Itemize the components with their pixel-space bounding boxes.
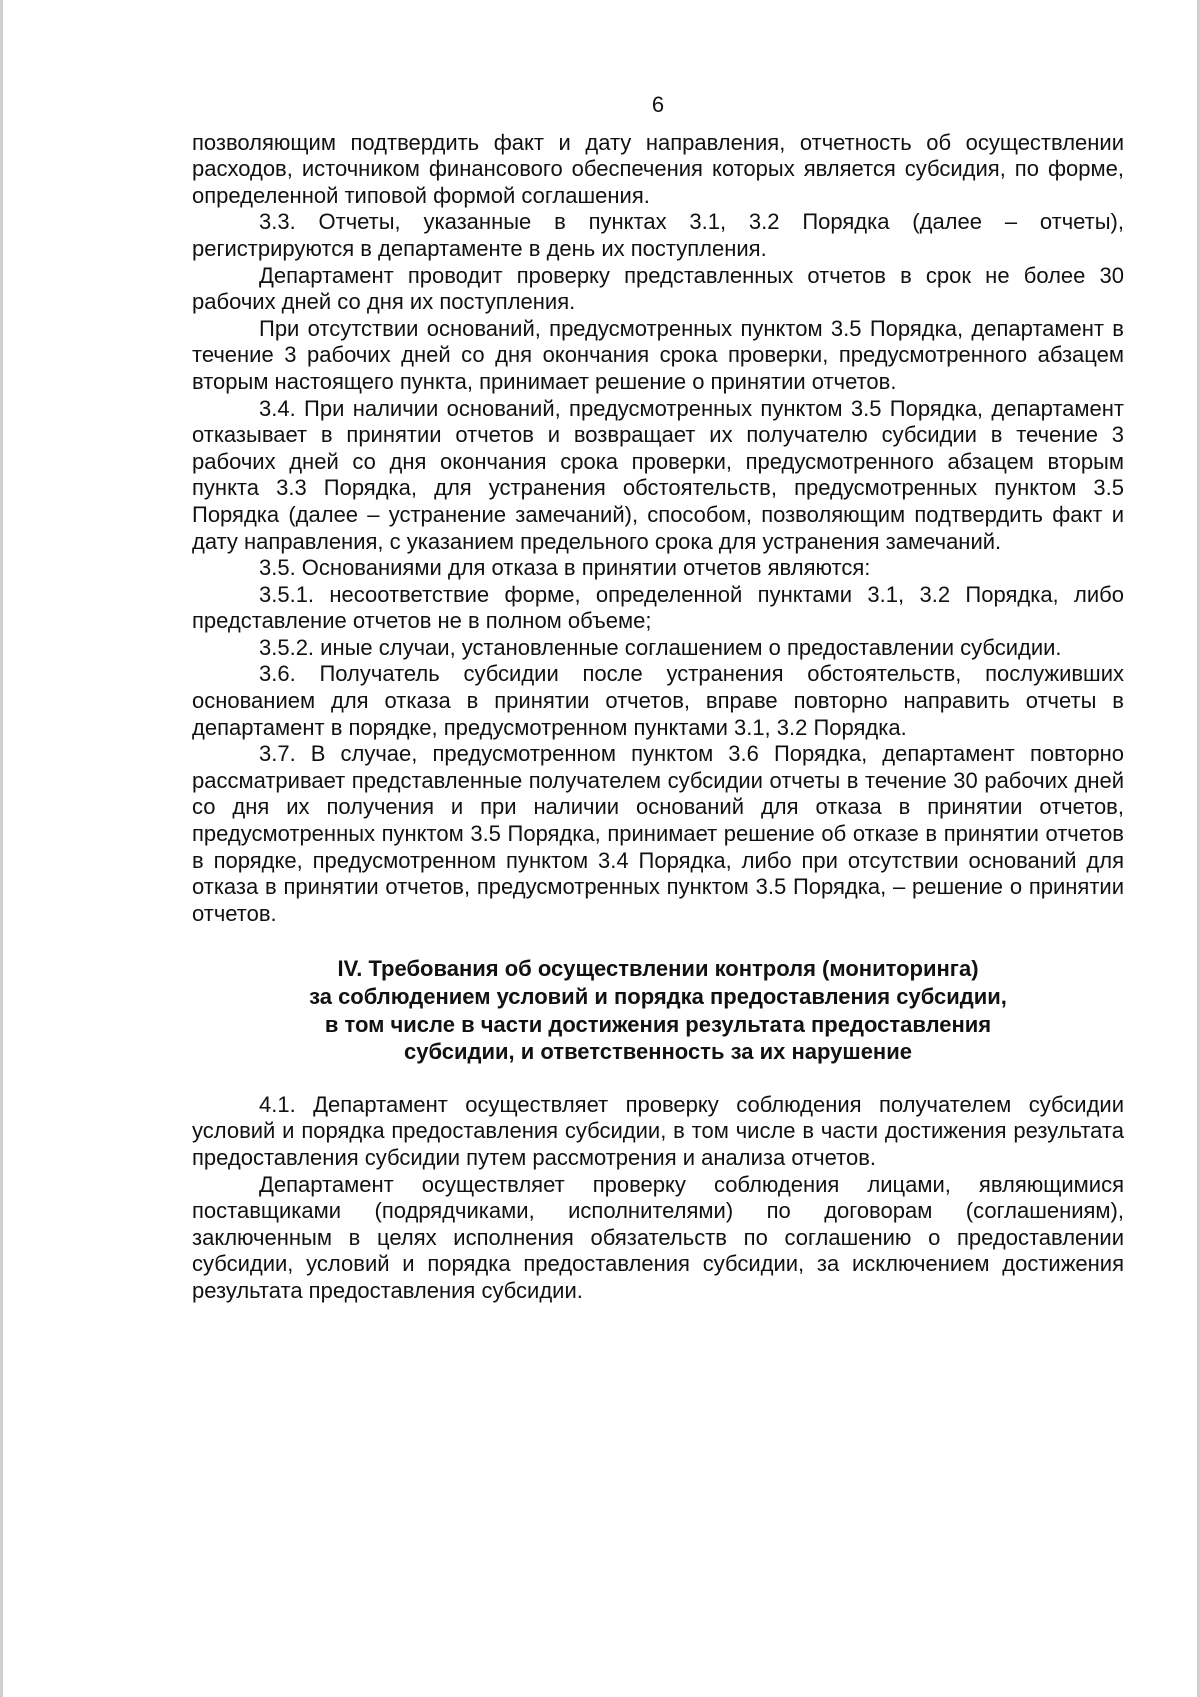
heading-line: IV. Требования об осуществлении контроля (мониторинга) (337, 956, 979, 982)
document-page (192, 92, 1124, 1305)
heading-line: в том числе в части достижения результата предоставления (324, 1011, 992, 1037)
heading-line: субсидии, и ответственность за их нарушение (404, 1039, 912, 1065)
section-4-body (192, 1092, 1124, 1305)
page-left-edge (0, 0, 3, 1697)
paragraph-3-4: 3.4. При наличии оснований, предусмотренных пунктом 3.5 Порядка, департамент отказывает в принятии отчетов и возвращает их получателю субсидии в течение 3 рабочих дней со дня окончания срока проверки, предусмотренного абзацем вторым пункта 3.3 Порядка, для устранения обстоятельств, предусмотренных пунктом 3.5 Порядка (далее – устранение замечаний), способом, позволяющим подтвердить факт и дату направления, с указанием предельного срока для устранения замечаний. (192, 395, 1124, 554)
paragraph-3-5-1: 3.5.1. несоответствие форме, определенной пунктами 3.1, 3.2 Порядка, либо представление отчетов не в полном объеме; (192, 581, 1124, 634)
section-4-heading (192, 955, 1124, 1065)
paragraph: Департамент осуществляет проверку соблюдения лицами, являющимися поставщиками (подрядчиками, исполнителями) по договорам (соглашениям), заключенным в целях исполнения обязательств по соглашению о предоставлении субсидии, условий и порядка предоставления субсидии, за исключением достижения результата предоставления субсидии. (192, 1171, 1124, 1303)
page-number: 6 (651, 92, 665, 117)
paragraph-3-5-2: 3.5.2. иные случаи, установленные соглашением о предоставлении субсидии. (259, 634, 1062, 660)
paragraph: Департамент проводит проверку представленных отчетов в срок не более 30 рабочих дней со дня их поступления. (192, 262, 1124, 315)
section-3-continuation (192, 130, 1124, 928)
paragraph-4-1: 4.1. Департамент осуществляет проверку соблюдения получателем субсидии условий и порядка предоставления субсидии, в том числе в части достижения результата предоставления субсидии путем рассмотрения и анализа отчетов. (192, 1091, 1124, 1170)
heading-line: за соблюдением условий и порядка предоставления субсидии, (309, 984, 1007, 1009)
paragraph-3-7: 3.7. В случае, предусмотренном пунктом 3.6 Порядка, департамент повторно рассматривает представленные получателем субсидии отчеты в течение 30 рабочих дней со дня их получения и при наличии оснований для отказа в принятии отчетов, предусмотренных пунктом 3.5 Порядка, принимает решение об отказе в принятии отчетов в порядке, предусмотренном пунктом 3.4 Порядка, либо при отсутствии оснований для отказа в принятии отчетов, предусмотренных пунктом 3.5 Порядка, – решение о принятии отчетов. (192, 741, 1124, 926)
paragraph: При отсутствии оснований, предусмотренных пунктом 3.5 Порядка, департамент в течение 3 рабочих дней со дня окончания срока проверки, предусмотренного абзацем вторым настоящего пункта, принимает решение о принятии отчетов. (192, 315, 1124, 394)
paragraph-3-5: 3.5. Основаниями для отказа в принятии отчетов являются: (259, 555, 871, 581)
paragraph: позволяющим подтвердить факт и дату направления, отчетность об осуществлении расходов, источником финансового обеспечения которых является субсидия, по форме, определенной типовой формой соглашения. (192, 129, 1124, 208)
paragraph-3-6: 3.6. Получатель субсидии после устранения обстоятельств, послуживших основанием для отказа в принятии отчетов, вправе повторно направить отчеты в департамент в порядке, предусмотренном пунктами 3.1, 3.2 Порядка. (192, 661, 1124, 740)
paragraph-3-3: 3.3. Отчеты, указанные в пунктах 3.1, 3.2 Порядка (далее – отчеты), регистрируются в департаменте в день их поступления. (192, 209, 1124, 261)
